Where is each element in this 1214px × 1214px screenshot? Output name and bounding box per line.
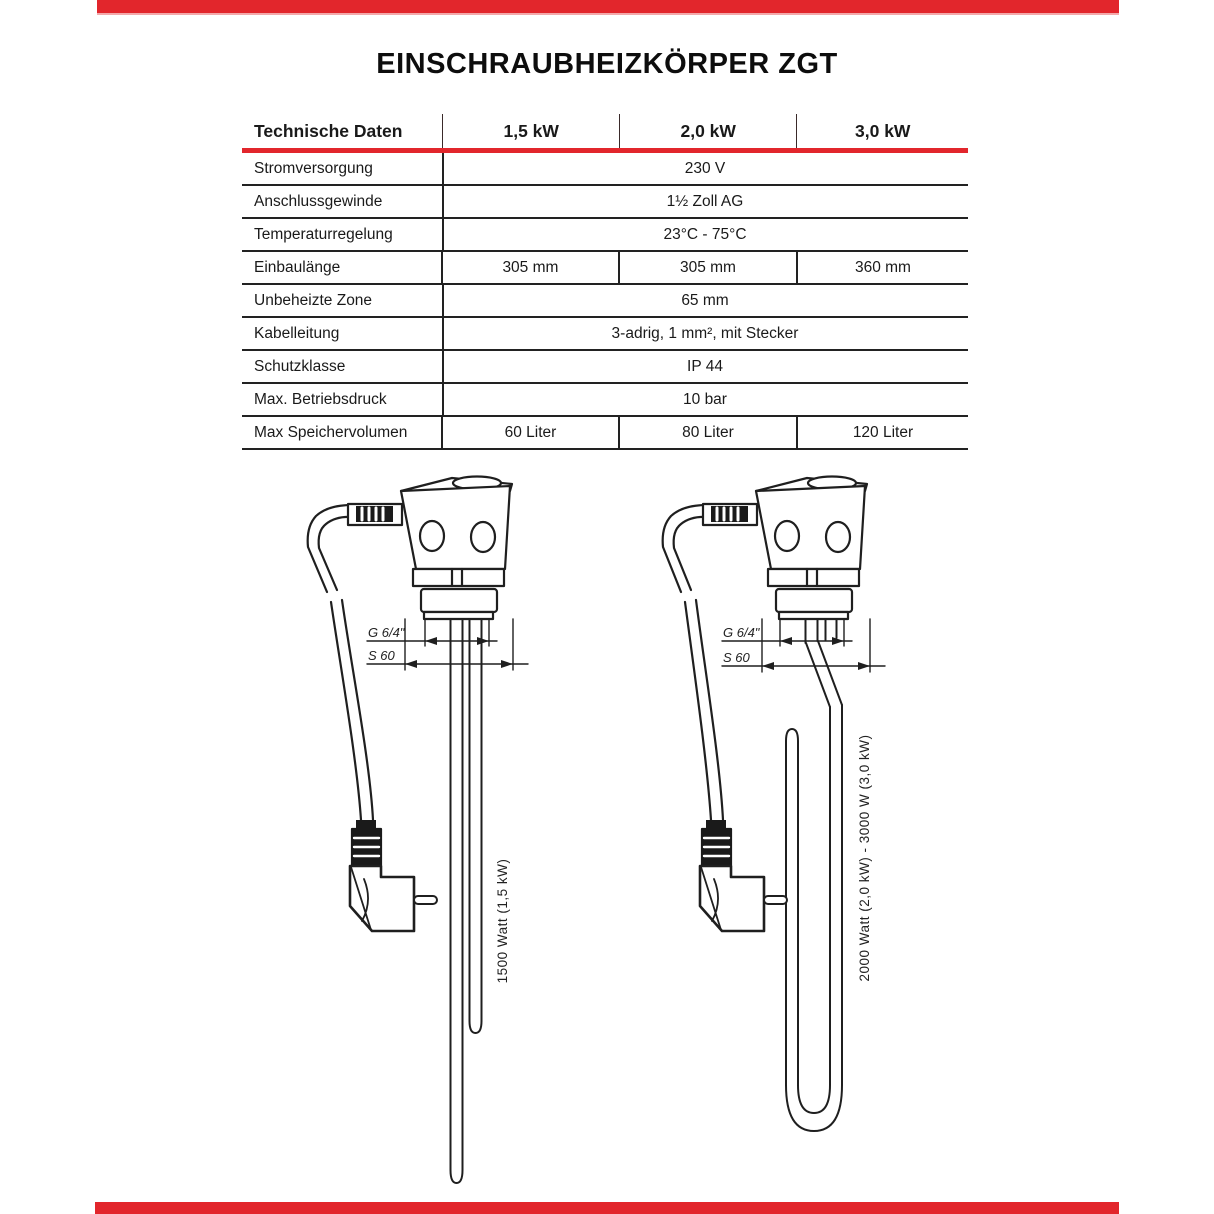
row-label: Stromversorgung — [242, 153, 444, 184]
row-value: 120 Liter — [796, 417, 968, 448]
schuko-plug — [350, 820, 437, 931]
row-label: Max. Betriebsdruck — [242, 384, 444, 415]
row-label: Einbaulänge — [242, 252, 443, 283]
power-cable — [663, 505, 723, 820]
row-value: 1½ Zoll AG — [666, 192, 744, 210]
row-label: Max Speichervolumen — [242, 417, 443, 448]
thread-dimension-label: G 6/4" — [368, 625, 405, 640]
table-header-label: Technische Daten — [242, 114, 443, 148]
dimension-annotations — [722, 619, 885, 672]
wattage-label: 2000 Watt (2,0 kW) - 3000 W (3,0 kW) — [857, 734, 872, 982]
heating-element-drawing-1-5kw — [308, 477, 528, 1184]
row-label: Unbeheizte Zone — [242, 285, 444, 316]
knob-hole — [826, 522, 850, 552]
row-label: Anschlussgewinde — [242, 186, 444, 217]
column-header-1-5kw: 1,5 kW — [503, 120, 559, 141]
cable-gland — [703, 504, 757, 525]
row-value: 230 V — [684, 159, 726, 177]
thermostat-head — [756, 477, 867, 587]
wrench-size-label: S 60 — [368, 648, 395, 663]
row-label: Kabelleitung — [242, 318, 444, 349]
power-cable — [308, 505, 373, 820]
row-value: 10 bar — [683, 390, 727, 408]
page-title: EINSCHRAUBHEIZKÖRPER ZGT — [376, 48, 838, 80]
wattage-label: 1500 Watt (1,5 kW) — [495, 858, 510, 984]
dimension-annotations — [367, 619, 528, 670]
row-value: 65 mm — [681, 291, 729, 309]
plug-pin — [414, 896, 437, 904]
wrench-size-label: S 60 — [723, 650, 750, 665]
column-header-2-0kw: 2,0 kW — [619, 114, 797, 148]
row-value: 23°C - 75°C — [663, 225, 747, 243]
thermostat-head — [401, 477, 512, 587]
row-value: 360 mm — [796, 252, 968, 283]
knob-hole — [420, 521, 444, 551]
cable-gland — [348, 504, 402, 525]
heating-tube-hairpin — [786, 619, 842, 1131]
row-value: 60 Liter — [504, 423, 557, 441]
row-label: Schutzklasse — [242, 351, 444, 382]
knob-hole — [775, 521, 799, 551]
row-value: 80 Liter — [618, 417, 796, 448]
hex-nut — [776, 589, 852, 619]
column-header-3-0kw: 3,0 kW — [796, 114, 968, 148]
row-value: 305 mm — [618, 252, 796, 283]
thread-dimension-label: G 6/4" — [723, 625, 760, 640]
plug-pin — [764, 896, 787, 904]
row-value: IP 44 — [687, 357, 723, 375]
row-value: 305 mm — [502, 258, 559, 276]
row-label: Temperaturregelung — [242, 219, 444, 250]
heating-rods — [451, 619, 482, 1183]
heating-element-drawing-2-3kw — [663, 477, 885, 1132]
knob-hole — [471, 522, 495, 552]
hex-nut — [421, 589, 497, 619]
schuko-plug — [700, 820, 787, 931]
row-value: 3-adrig, 1 mm², mit Stecker — [611, 324, 799, 342]
